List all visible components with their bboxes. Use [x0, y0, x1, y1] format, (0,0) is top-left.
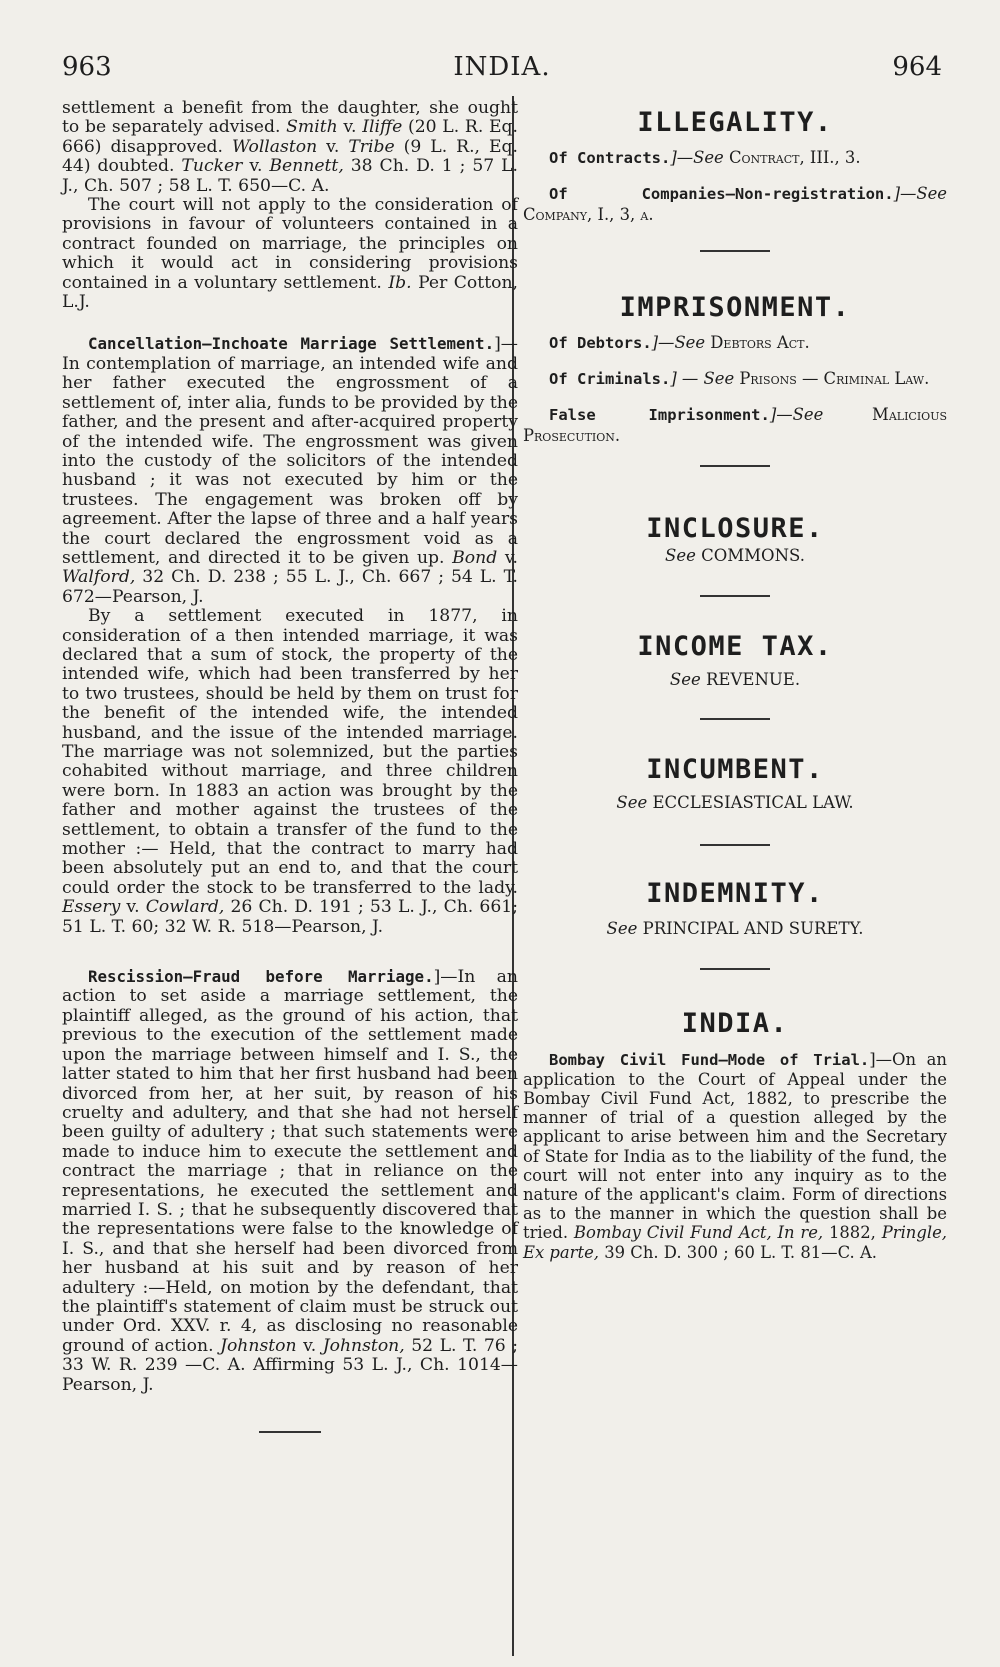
heading-indemnity: INDEMNITY. [646, 878, 824, 910]
heading-imprisonment: IMPRISONMENT. [619, 291, 851, 323]
see-revenue: See REVENUE. [669, 670, 801, 690]
heading-incumbent: INCUMBENT. [646, 753, 824, 785]
heading-income-tax: INCOME TAX. [637, 631, 833, 663]
entry-of-companies: Of Companies—Non-registration.]—See Company, I., 3, a. [523, 184, 947, 224]
paragraph-volunteers: The court will not apply to the consideration of provisions in favour of volunteers contained in a contract founded on marriage, the principles on which it would act in considering provisions contained in a voluntary settlement. Ib. Per Cotton, L.J. [62, 195, 518, 313]
entry-lead: Cancellation—Inchoate Marriage Settlement. [88, 334, 495, 354]
running-title: INDIA. [453, 52, 551, 82]
entry-of-criminals: Of Criminals.] — See Prisons — Criminal Law. [549, 369, 930, 389]
entry-cancellation: Cancellation—Inchoate Marriage Settlement.]—In contemplation of marriage, an intended wife and her father executed the engrossment of a settlement of, inter alia, funds to be provided by the father, and the present and after-acquired property of the intended wife. The engrossment was given into the custody of the solicitors of the intended husband ; it was not executed by him or the trustees. The engagement was broken off by agreement. After the lapse of three and a half years the court declared the engrossment void as a settlement, and directed it to be given up. Bond v. Walford, 32 Ch. D. 238 ; 55 L. J., Ch. 667 ; 54 L. T. 672—Pearson, J. [62, 334, 518, 607]
entry-rescission: Rescission—Fraud before Marriage.]—In an action to set aside a marriage settlement, the plaintiff alleged, as the ground of his action, that previous to the execution of the settlement made upon the marriage between himself and I. S., the latter stated to him that her first husband had been divorced from her, at her suit, by reason of his cruelty and adultery, and that she had not herself been guilty of adultery ; that such statements were made to induce him to execute the settlement and contract the marriage ; that in reliance on the representations, he executed the settlement and married I. S. ; that he subsequently discovered that the representations were false to the knowledge of I. S., and that she herself had been divorced from her husband at his suit and by reason of her adultery :—Held, on motion by the defendant, that the plaintiff's statement of claim must be struck out under Ord. XXV. r. 4, as disclosing no reasonable ground of action. Johnston v. Johnston, 52 L. T. 76 ; 33 W. R. 239 —C. A. Affirming 53 L. J., Ch. 1014—Pearson, J. [62, 967, 518, 1395]
see-ecclesiastical-law: See ECCLESIASTICAL LAW. [616, 792, 854, 812]
entry-of-debtors: Of Debtors.]—See Debtors Act. [549, 333, 810, 353]
paragraph-continuation: settlement a benefit from the daughter, she ought to be separately advised. Smith v. Iliffe (20 L. R. Eq. 666) disapproved. Wollaston v. Tribe (9 L. R., Eq. 44) doubted. Tucker v. Bennett, 38 Ch. D. 1 ; 57 L. J., Ch. 507 ; 58 L. T. 650—C. A. [62, 98, 519, 196]
heading-illegality: ILLEGALITY. [637, 107, 833, 138]
entry-false-imprisonment: False Imprisonment.]—See Malicious Prosecution. [523, 405, 947, 445]
left-column [62, 99, 518, 1433]
paragraph-settlement-1877: By a settlement executed in 1877, in consideration of a then intended marriage, it was declared that a sum of stock, the property of the intended wife, which had been transferred by her to two trustees, should be held by them on trust for the benefit of the intended wife, the intended husband, and the issue of the intended marriage. The marriage was not solemnized, but the parties cohabited without marriage, and three children were born. In 1883 an action was brought by the father and mother against the trustees of the settlement, to obtain a transfer of the fund to the mother :— Held, that the contract to marry had been absolutely put an end to, and that the court could order the stock to be transferred to the lady. Essery v. Cowlard, 26 Ch. D. 191 ; 53 L. J., Ch. 661; 51 L. T. 60; 32 W. R. 518—Pearson, J. [62, 606, 518, 937]
right-column [523, 99, 947, 1262]
entry-of-contracts: Of Contracts.]—See Contract, III., 3. [549, 148, 861, 168]
see-principal-and-surety: See PRINCIPAL AND SURETY. [606, 919, 864, 939]
see-commons: See COMMONS. [665, 546, 805, 566]
right-page-number: 964 [892, 52, 942, 82]
left-page-number: 963 [62, 52, 112, 82]
entry-lead: Rescission—Fraud before Marriage. [88, 967, 434, 987]
heading-india: INDIA. [681, 1008, 789, 1040]
running-head [62, 52, 942, 92]
entry-bombay-civil-fund: Bombay Civil Fund—Mode of Trial.]—On an application to the Court of Appeal under the Bombay Civil Fund Act, 1882, to prescribe the manner of trial of a question alleged by the applicant to arise between him and the Secretary of State for India as to the liability of the fund, the court will not enter into any inquiry as to the nature of the applicant's claim. Form of directions as to the manner in which the question shall be tried. Bombay Civil Fund Act, In re, 1882, Pringle, Ex parte, 39 Ch. D. 300 ; 60 L. T. 81—C. A. [523, 1049, 948, 1262]
section-rule [259, 1431, 321, 1433]
heading-inclosure: INCLOSURE. [646, 512, 824, 544]
